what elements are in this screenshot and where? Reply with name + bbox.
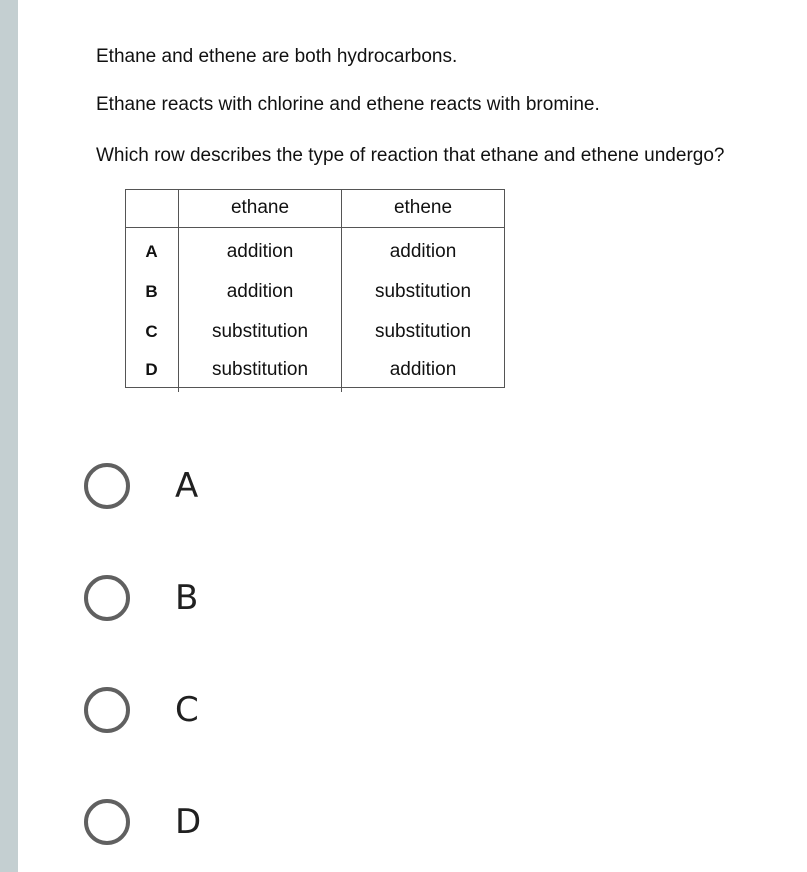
ethane-cell: addition bbox=[179, 272, 342, 312]
ethane-cell: addition bbox=[179, 227, 342, 272]
ethene-cell: substitution bbox=[374, 321, 472, 342]
row-label: D bbox=[125, 352, 179, 392]
table-header-ethene: ethene bbox=[342, 189, 505, 227]
table-header-row bbox=[125, 189, 504, 227]
answer-option-c[interactable] bbox=[84, 682, 384, 738]
row-label: A bbox=[125, 227, 179, 272]
ethane-cell: substitution bbox=[179, 352, 342, 392]
answer-option-d[interactable] bbox=[84, 794, 384, 850]
question-line-2: Ethane reacts with chlorine and ethene reacts with bromine. bbox=[96, 94, 600, 115]
table-row bbox=[125, 312, 504, 352]
table-row bbox=[125, 272, 504, 312]
ethene-cell: substitution bbox=[374, 281, 472, 302]
answer-option-b[interactable] bbox=[84, 570, 384, 626]
option-label-b: B bbox=[175, 578, 199, 618]
question-prompt: Which row describes the type of reaction that ethane and ethene undergo? bbox=[96, 145, 725, 166]
table-row bbox=[125, 227, 504, 272]
option-label-d: D bbox=[175, 802, 202, 842]
ethane-cell: substitution bbox=[179, 312, 342, 352]
radio-button-d[interactable] bbox=[84, 799, 130, 845]
reaction-table bbox=[125, 189, 504, 392]
left-accent-bar bbox=[0, 0, 18, 872]
row-label: B bbox=[125, 272, 179, 312]
table-header-ethane: ethane bbox=[179, 189, 342, 227]
radio-button-b[interactable] bbox=[84, 575, 130, 621]
question-line-1: Ethane and ethene are both hydrocarbons. bbox=[96, 46, 458, 67]
ethene-cell: addition bbox=[389, 359, 457, 380]
table-header-blank bbox=[125, 189, 179, 227]
option-label-c: C bbox=[175, 690, 199, 730]
radio-button-a[interactable] bbox=[84, 463, 130, 509]
table-row bbox=[125, 352, 504, 392]
answer-option-a[interactable] bbox=[84, 458, 384, 514]
radio-button-c[interactable] bbox=[84, 687, 130, 733]
row-label: C bbox=[125, 312, 179, 352]
ethene-cell: addition bbox=[389, 241, 457, 263]
option-label-a: A bbox=[175, 466, 199, 506]
